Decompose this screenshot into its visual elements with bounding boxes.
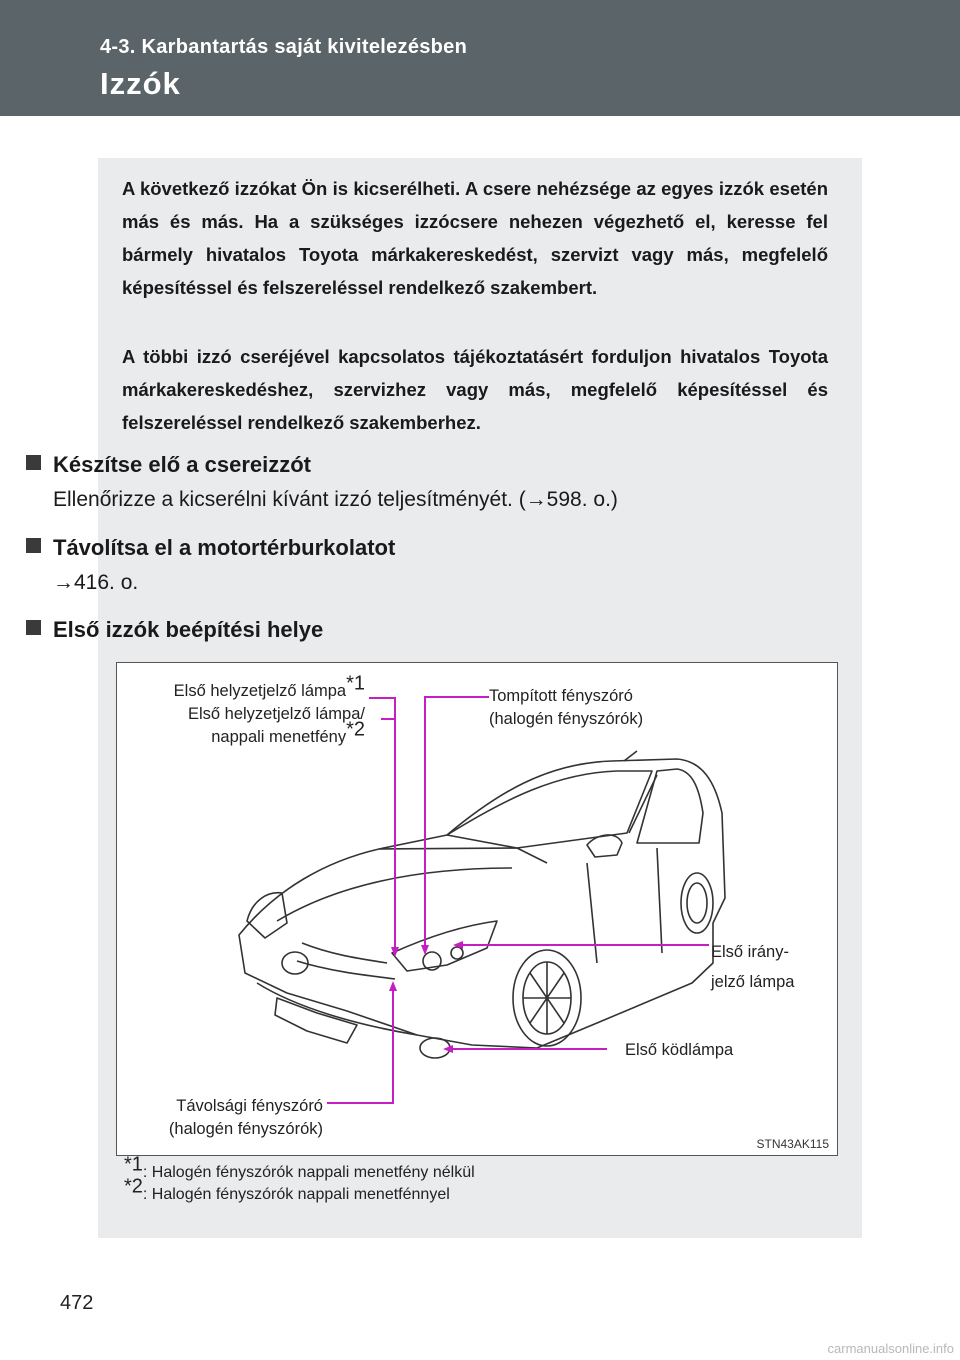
label-turn-signal bbox=[711, 937, 794, 997]
footnote-mark: *2 bbox=[124, 1175, 143, 1198]
section-body: →416. o. bbox=[53, 571, 139, 594]
label-high-beam bbox=[169, 1095, 323, 1141]
label-fog-lamp bbox=[625, 1039, 733, 1062]
figure-code: STN43AK115 bbox=[756, 1137, 829, 1151]
square-bullet-icon bbox=[26, 620, 41, 635]
watermark: carmanualsonline.info bbox=[827, 1341, 954, 1356]
label-text: Távolsági fényszóró bbox=[176, 1097, 323, 1115]
label-front-position-lamp bbox=[173, 672, 365, 749]
label-text: Első irány- bbox=[711, 943, 789, 961]
square-bullet-icon bbox=[26, 538, 41, 553]
section-bulb-locations bbox=[26, 617, 323, 643]
label-text: (halogén fényszórók) bbox=[489, 710, 644, 728]
footnote-text: : Halogén fényszórók nappali menetfény nélkül bbox=[142, 1164, 475, 1181]
section-heading: Készítse elő a csereizzót bbox=[53, 452, 312, 477]
footnote-mark: *1 bbox=[124, 1153, 143, 1176]
footnote-2 bbox=[124, 1175, 475, 1206]
footnote-text: : Halogén fényszórók nappali menetfénnyel bbox=[142, 1186, 450, 1203]
intro-paragraph-1: A következő izzókat Ön is kicserélheti. A csere nehézsége az egyes izzók esetén más és más. Ha a szükséges izzócsere nehezen végezhető el, keresse fel bármely hivatalos Toyota márkakereskedést, szervizt vagy más, megfelelő képesítéssel és felszereléssel rendelkező szakembert. bbox=[122, 178, 828, 298]
footnotes bbox=[124, 1153, 475, 1206]
footnote-1 bbox=[124, 1153, 475, 1184]
label-text: Tompított fényszóró bbox=[489, 687, 633, 705]
page-title: Izzók bbox=[100, 66, 181, 101]
intro-paragraph-2: A többi izzó cseréjével kapcsolatos tájékoztatásért forduljon hivatalos Toyota márkakereskedéshez, szervizhez vagy más, megfelelő képesítéssel és felszereléssel rendelkező szakemberhez. bbox=[122, 346, 828, 433]
chapter-header bbox=[0, 0, 960, 116]
section-remove-cover bbox=[26, 535, 395, 595]
section-body: Ellenőrizze a kicserélni kívánt izzó teljesítményét. (→598. o.) bbox=[53, 488, 618, 511]
footnote-mark: *1 bbox=[346, 672, 365, 695]
footnote-mark: *2 bbox=[346, 718, 365, 741]
section-title: 4-3. Karbantartás saját kivitelezésben bbox=[100, 36, 468, 58]
bulb-location-figure bbox=[116, 662, 838, 1156]
label-text: nappali menetfény bbox=[211, 728, 347, 746]
page-number: 472 bbox=[60, 1292, 94, 1314]
label-low-beam bbox=[489, 685, 643, 731]
label-text: Első helyzetjelző lámpa bbox=[173, 682, 347, 700]
label-text: jelző lámpa bbox=[711, 973, 795, 991]
label-text: (halogén fényszórók) bbox=[168, 1120, 323, 1138]
section-heading: Távolítsa el a motortérburkolatot bbox=[53, 535, 396, 560]
label-text: Első ködlámpa bbox=[625, 1041, 734, 1059]
section-prepare-bulb bbox=[26, 452, 618, 512]
square-bullet-icon bbox=[26, 455, 41, 470]
section-heading: Első izzók beépítési helye bbox=[53, 617, 324, 642]
label-text: Első helyzetjelző lámpa/ bbox=[187, 705, 365, 723]
